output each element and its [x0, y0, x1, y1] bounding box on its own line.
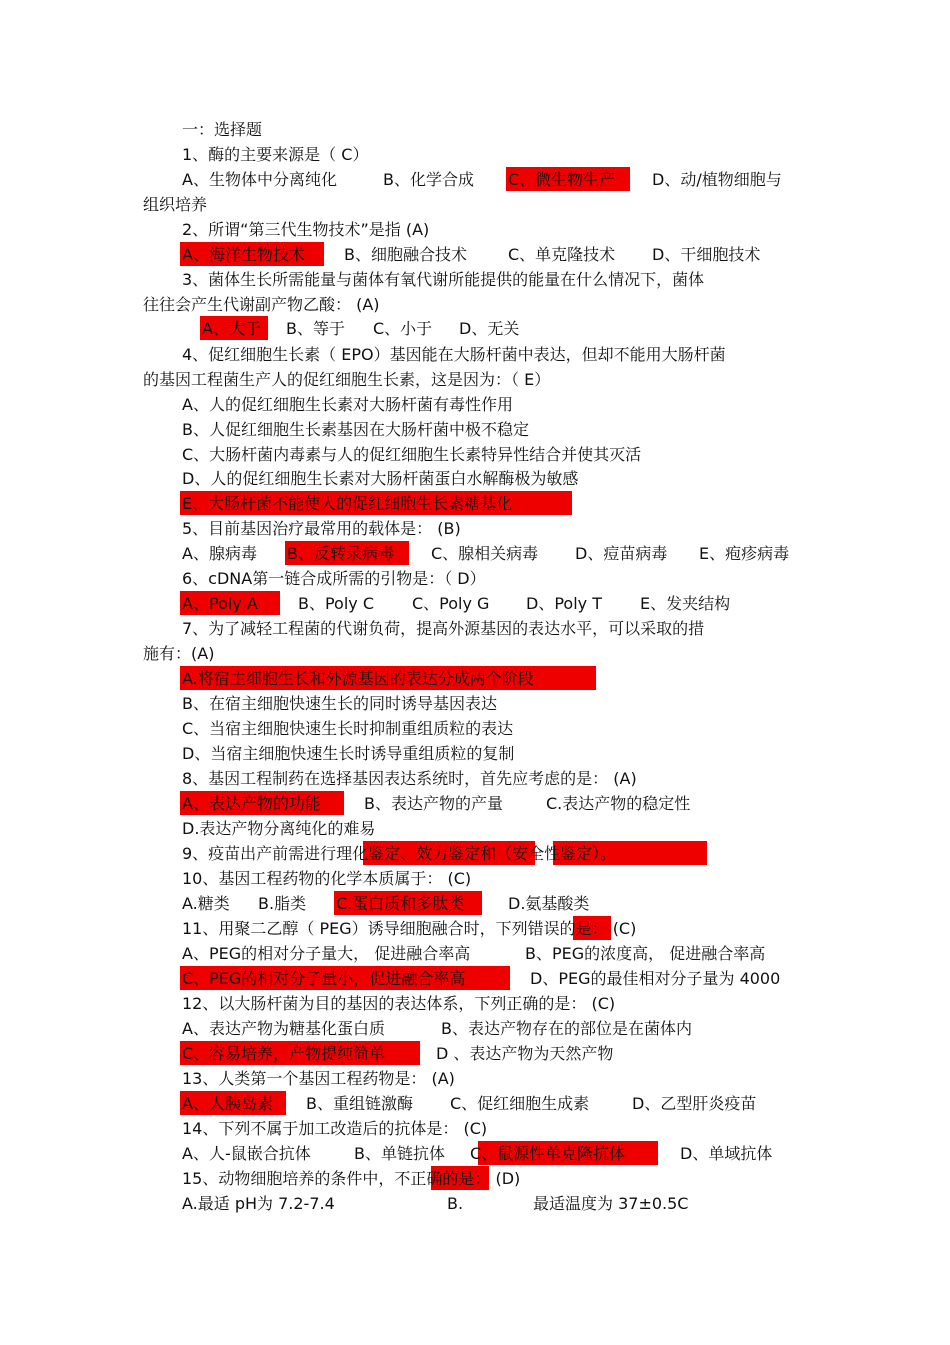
q4-continuation: 的基因工程菌生产人的促红细胞生长素，这是因为：（ E） — [143, 370, 551, 389]
q15-options — [0, 1191, 950, 1216]
q1-options — [0, 167, 950, 192]
q11-option-a: A、PEG的相对分子量大， 促进融合率高 — [182, 944, 471, 963]
q12-option-c: C、容易培养，产物提纯简单 — [182, 1044, 386, 1063]
q3-options — [0, 316, 950, 341]
q2-option-b: B、细胞融合技术 — [344, 245, 467, 264]
q7-option-a: A.将宿主细胞生长和外源基因的表达分成两个阶段 — [182, 669, 534, 688]
q5-option-e: E、疱疹病毒 — [699, 544, 790, 563]
section-heading: 一：选择题 — [182, 120, 263, 139]
q1-option-b: B、化学合成 — [383, 170, 474, 189]
q10-option-c: C.蛋白质和多肽类 — [336, 894, 465, 913]
q5-options — [0, 541, 950, 566]
q10-option-a: A.糖类 — [182, 894, 230, 913]
q4-option-b: B、人促红细胞生长素基因在大肠杆菌中极不稳定 — [182, 420, 529, 439]
q13-options — [0, 1091, 950, 1116]
q5-option-d: D、痘苗病毒 — [575, 544, 668, 563]
q11-options-row1 — [0, 941, 950, 966]
q7-stem: 7、为了减轻工程菌的代谢负荷，提高外源基因的表达水平，可以采取的措 — [182, 619, 705, 638]
q11-option-c: C、PEG的相对分子量小，促进融合率高 — [182, 969, 466, 988]
q8-option-b: B、表达产物的产量 — [364, 794, 503, 813]
q10-options — [0, 891, 950, 916]
q11-option-d: D、PEG的最佳相对分子量为 4000 — [530, 969, 781, 988]
q14-option-a: A、人-鼠嵌合抗体 — [182, 1144, 311, 1163]
q14-option-b: B、单链抗体 — [354, 1144, 445, 1163]
q5-option-c: C、腺相关病毒 — [431, 544, 539, 563]
q7-option-b: B、在宿主细胞快速生长的同时诱导基因表达 — [182, 694, 497, 713]
q8-stem: 8、基因工程制药在选择基因表达系统时，首先应考虑的是： (A) — [182, 769, 637, 788]
q4-option-e: E、大肠杆菌不能使人的促红细胞生长素糖基化 — [182, 494, 513, 513]
q15-option-b-text: 最适温度为 37±0.5C — [533, 1194, 689, 1213]
q12-options-row2 — [0, 1041, 950, 1066]
q3-option-b: B、等于 — [286, 319, 345, 338]
q2-stem: 2、所谓“第三代生物技术”是指 (A) — [182, 220, 430, 239]
q5-option-b: B、反转录病毒 — [287, 544, 394, 563]
q13-option-d: D、乙型肝炎疫苗 — [632, 1094, 757, 1113]
q13-option-c: C、促红细胞生成素 — [450, 1094, 590, 1113]
q13-option-b: B、重组链激酶 — [306, 1094, 413, 1113]
q4-option-d: D、人的促红细胞生长素对大肠杆菌蛋白水解酶极为敏感 — [182, 469, 579, 488]
q5-stem: 5、目前基因治疗最常用的载体是： (B) — [182, 519, 461, 538]
q5-option-a: A、腺病毒 — [182, 544, 257, 563]
q4-option-a: A、人的促红细胞生长素对大肠杆菌有毒性作用 — [182, 395, 513, 414]
q8-option-a: A、表达产物的功能 — [182, 794, 321, 813]
q6-options — [0, 591, 950, 616]
q7-continuation: 施有：(A) — [143, 644, 215, 663]
q14-option-d: D、单域抗体 — [680, 1144, 773, 1163]
q13-option-a: A、人胰岛素 — [182, 1094, 273, 1113]
q14-stem: 14、下列不属于加工改造后的抗体是： (C) — [182, 1119, 488, 1138]
q8-options — [0, 791, 950, 816]
q3-option-d: D、无关 — [459, 319, 520, 338]
q6-stem: 6、cDNA第一链合成所需的引物是：（ D） — [182, 569, 486, 588]
q4-stem: 4、促红细胞生长素（ EPO）基因能在大肠杆菌中表达，但却不能用大肠杆菌 — [182, 345, 726, 364]
q10-option-b: B.脂类 — [258, 894, 307, 913]
q14-options — [0, 1141, 950, 1166]
q2-option-d: D、干细胞技术 — [652, 245, 761, 264]
q12-options-row1 — [0, 1016, 950, 1041]
q3-option-a: A、大于 — [202, 319, 261, 338]
q8-option-d: D.表达产物分离纯化的难易 — [182, 819, 376, 838]
q14-option-c: C、鼠源性单克隆抗体 — [470, 1144, 626, 1163]
q11-stem: 11、用聚二乙醇（ PEG）诱导细胞融合时，下列错误的是： (C) — [182, 919, 637, 938]
q6-option-a: A、Poly A — [182, 594, 258, 613]
q10-stem: 10、基因工程药物的化学本质属于： (C) — [182, 869, 472, 888]
q12-option-b: B、表达产物存在的部位是在菌体内 — [441, 1019, 692, 1038]
q2-option-a: A、海洋生物技术 — [182, 245, 305, 264]
q8-option-c: C.表达产物的稳定性 — [546, 794, 691, 813]
q2-option-c: C、单克隆技术 — [508, 245, 616, 264]
q15-stem: 15、动物细胞培养的条件中，不正确的是： (D) — [182, 1169, 521, 1188]
q13-stem: 13、人类第一个基因工程药物是： (A) — [182, 1069, 455, 1088]
q7-option-c: C、当宿主细胞快速生长时抑制重组质粒的表达 — [182, 719, 514, 738]
q15-option-b: B. — [447, 1194, 464, 1213]
q3-stem: 3、菌体生长所需能量与菌体有氧代谢所能提供的能量在什么情况下，菌体 — [182, 270, 705, 289]
q1-option-a: A、生物体中分离纯化 — [182, 170, 337, 189]
q6-option-d: D、Poly T — [526, 594, 602, 613]
q7-option-d: D、当宿主细胞快速生长时诱导重组质粒的复制 — [182, 744, 515, 763]
q6-option-c: C、Poly G — [412, 594, 490, 613]
q6-option-e: E、发夹结构 — [640, 594, 731, 613]
q3-option-c: C、小于 — [373, 319, 433, 338]
q1-option-c: C、微生物生产 — [508, 170, 616, 189]
q11-option-b: B、PEG的浓度高， 促进融合率高 — [525, 944, 766, 963]
q1-stem: 1、酶的主要来源是（ C） — [182, 145, 369, 164]
q11-options-row2 — [0, 966, 950, 991]
q10-option-d: D.氨基酸类 — [508, 894, 590, 913]
q12-stem: 12、以大肠杆菌为目的基因的表达体系，下列正确的是： (C) — [182, 994, 616, 1013]
q4-option-c: C、大肠杆菌内毒素与人的促红细胞生长素特异性结合并使其灭活 — [182, 445, 642, 464]
q12-option-a: A、表达产物为糖基化蛋白质 — [182, 1019, 385, 1038]
q6-option-b: B、Poly C — [298, 594, 375, 613]
q1-continuation: 组织培养 — [143, 195, 208, 214]
q9-stem: 9、疫苗出产前需进行理化鉴定、效力鉴定和（安全性鉴定）。 — [182, 844, 617, 863]
q12-option-d: D 、表达产物为天然产物 — [436, 1044, 614, 1063]
q3-continuation: 往往会产生代谢副产物乙酸： (A) — [143, 295, 380, 314]
q2-options — [0, 242, 950, 267]
q1-option-d: D、动/植物细胞与 — [652, 170, 782, 189]
q15-option-a: A.最适 pH为 7.2-7.4 — [182, 1194, 335, 1213]
